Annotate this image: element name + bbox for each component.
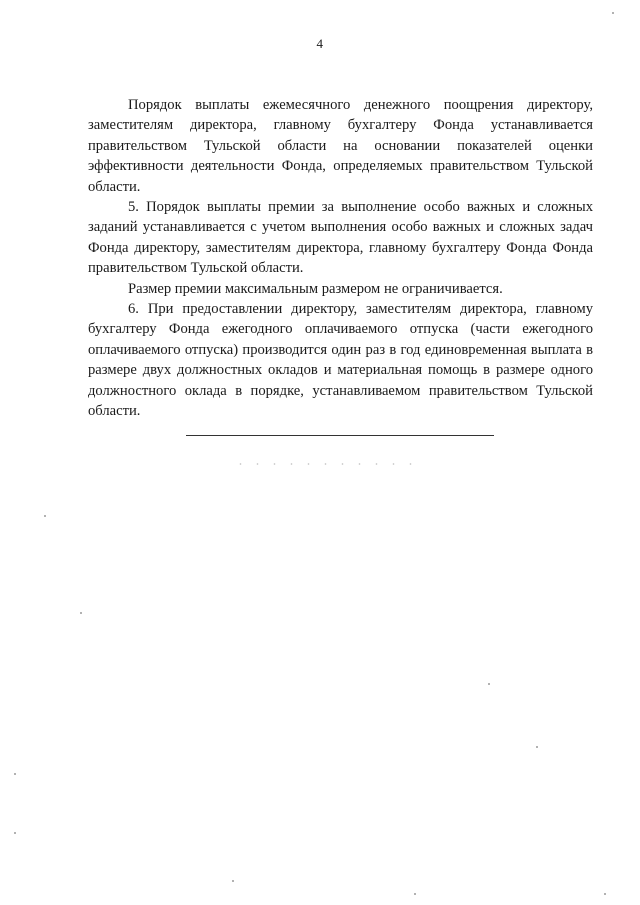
scan-speck [604,893,606,895]
document-body [88,95,593,422]
page-number: 4 [316,36,324,51]
scan-speck [14,773,16,775]
scan-artifact-specks [232,463,412,465]
end-of-document-rule [186,435,494,436]
scan-speck [536,746,538,748]
paragraph-item-5: 5. Порядок выплаты премии за выполнение особо важных и сложных заданий устанавливается с учетом выполнения особо важных и сложных задач Фонда директору, заместителям директора, главному бухгалтеру Фонда Фонда правительством Тульской области. [88,199,593,277]
scan-speck [612,12,614,14]
scan-speck [80,612,82,614]
scan-speck [414,893,416,895]
scan-speck [232,880,234,882]
paragraph-bonus-order: Порядок выплаты ежемесячного денежного поощрения директору, заместителям директора, главному бухгалтеру Фонда устанавливается правительством Тульской области на основании показателей оценки эффективности деятельности Фонда, определяемых правительством Тульской области. [88,97,593,195]
scan-speck [14,832,16,834]
paragraph-item-6: 6. При предоставлении директору, заместителям директора, главному бухгалтеру Фонда ежегодного оплачиваемого отпуска (части ежегодного оплачиваемого отпуска) производится один раз в год единовременная выплата в размере двух должностных окладов и материальная помощь в размере одного должностного оклада в порядке, устанавливаемом правительством Тульской области. [88,301,593,420]
paragraph-bonus-limit: Размер премии максимальным размером не ограничивается. [128,280,503,297]
scan-speck [488,683,490,685]
scan-speck [44,515,46,517]
